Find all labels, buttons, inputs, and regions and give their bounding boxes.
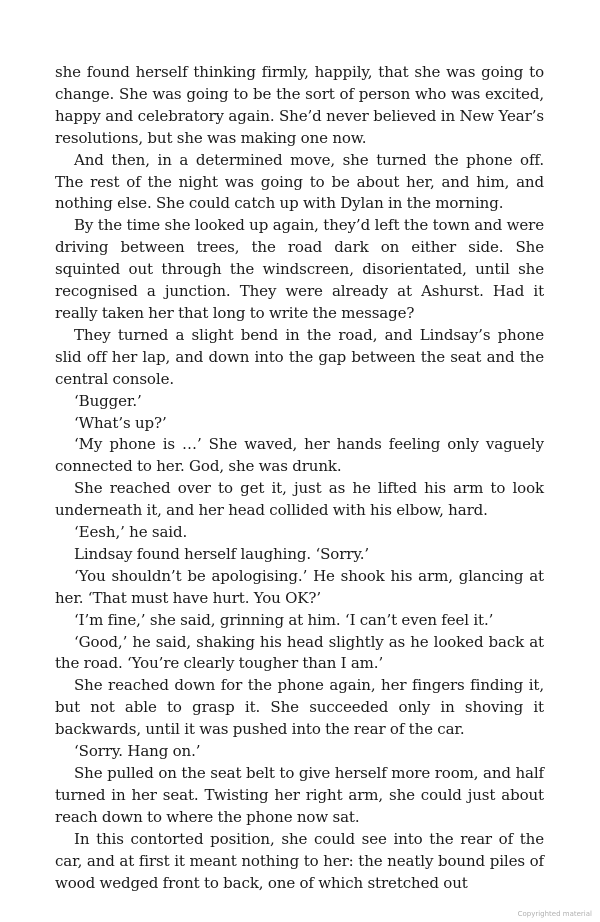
paragraph: ‘Good,’ he said, shaking his head slightly as he looked back at the road. ‘You’re clearly tougher than I am.’	[55, 632, 544, 673]
paragraph: By the time she looked up again, they’d left the town and were driving between trees, the road dark on either side. She squinted out through the windscreen, disorientated, until she recognised a junction. They were already at Ashurst. Had it really taken her that long to write the message?	[55, 216, 544, 322]
paragraph: They turned a slight bend in the road, and Lindsay’s phone slid off her lap, and down into the gap between the seat and the central console.	[55, 325, 544, 388]
paragraph: ‘Eesh,’ he said.	[74, 523, 188, 542]
paragraph: She pulled on the seat belt to give herself more room, and half turned in her seat. Twisting her right arm, she could just about reach down to where the phone now sat.	[55, 764, 544, 826]
copyright-watermark: Copyrighted material	[517, 910, 592, 918]
paragraph: ‘My phone is …’ She waved, her hands feeling only vaguely connected to her. God, she was drunk.	[55, 435, 544, 476]
paragraph: She reached over to get it, just as he lifted his arm to look underneath it, and her head collided with his elbow, hard.	[55, 479, 544, 520]
paragraph: She reached down for the phone again, her fingers finding it, but not able to grasp it. She succeeded only in shoving it backwards, until it was pushed into the rear of the car.	[55, 676, 544, 739]
paragraph: she found herself thinking firmly, happily, that she was going to change. She was going to be the sort of person who was excited, happy and celebratory again. She’d never believed in New Year’s resolutions, but she was making one now.	[55, 63, 544, 147]
paragraph: Lindsay found herself laughing. ‘Sorry.’	[74, 544, 370, 563]
paragraph: In this contorted position, she could see into the rear of the car, and at first it meant nothing to her: the neatly bound piles of wood wedged front to back, one of which stretched out	[55, 829, 544, 892]
paragraph: ‘Sorry. Hang on.’	[74, 742, 201, 761]
paragraph: ‘What’s up?’	[74, 413, 167, 432]
paragraph: And then, in a determined move, she turned the phone off. The rest of the night was going to be about her, and him, and nothing else. She could catch up with Dylan in the morning.	[55, 150, 544, 213]
paragraph: ‘Bugger.’	[74, 391, 142, 410]
book-page-text	[55, 62, 544, 894]
paragraph: ‘You shouldn’t be apologising.’ He shook his arm, glancing at her. ‘That must have hurt. You OK?’	[55, 566, 544, 607]
paragraph: ‘I’m fine,’ she said, grinning at him. ‘I can’t even feel it.’	[74, 610, 494, 629]
